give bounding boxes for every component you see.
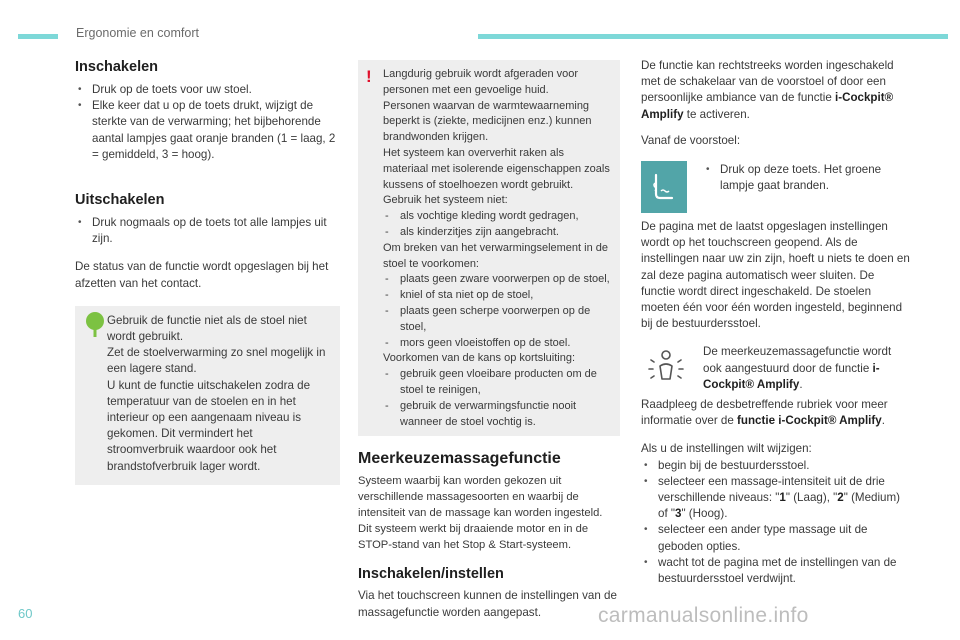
eco-tip-text: Gebruik de functie niet als de stoel niet wordt gebruikt. Zet de stoelverwarming zo snel mogelijk in een lagere stand. U kunt de functie uitschakelen zodra de temperatuur van de stoelen en in het interieur op een aangenaam niveau is gekomen. Dit vermindert het stroomverbruik waardoor ook het brandstofverbruik lager wordt. (107, 313, 326, 473)
warning-intro-text: Langdurig gebruik wordt afgeraden voor personen met een gevoelige huid. Personen waarvan de warmtewaarneming beperkt is (ziekte, medicijnen enz.) kunnen brandwonden krijgen. Het systeem kan oververhit raken als materiaal met isolerende eigenschappen zoals kussens of stoelhoezen wordt gebruikt. Gebruik het systeem niet: (383, 68, 610, 207)
list-item: • Elke keer dat u op de toets drukt, wijzigt de sterkte van de verwarming; het bijbehorende aantal lampjes gaat oranje branden (1 = laag, 2 = gemiddeld, 3 = hoog). (75, 98, 340, 163)
header-accent-bar-right (478, 34, 948, 39)
list-item: • begin bij de bestuurdersstoel. (641, 458, 911, 474)
cockpit-step (641, 344, 911, 393)
list-item: • selecteer een massage-intensiteit uit de drie verschillende niveaus: "1" (Laag), "2" (Medium) of "3" (Hoog). (641, 474, 911, 523)
header-accent-bar-left (18, 34, 58, 39)
section-title-uitschakelen: Uitschakelen (75, 192, 165, 209)
warning-break-intro: Om breken van het verwarmingselement in de stoel te voorkomen: (383, 241, 608, 270)
wijzigen-list (641, 458, 911, 588)
eco-leaf-icon (85, 312, 105, 343)
raadpleeg-text: Raadpleeg de desbetreffende rubriek voor meer informatie over de functie i-Cockpit® Amplify. (641, 398, 888, 428)
warning-box (358, 60, 620, 436)
list-item: - gebruik de verwarmingsfunctie nooit wanneer de stoel vochtig is. (383, 399, 612, 431)
warning-exclamation-icon: ! (366, 67, 372, 86)
list-item: • Druk nogmaals op de toets tot alle lampjes uit zijn. (75, 215, 340, 247)
list-item: - als vochtige kleding wordt gedragen, (383, 209, 612, 225)
section-title-massage: Meerkeuzemassagefunctie (358, 450, 561, 468)
i-cockpit-amplify-icon (643, 346, 689, 392)
list-item: - plaats geen zware voorwerpen op de stoel, (383, 272, 612, 288)
warning-short-intro: Voorkomen van de kans op kortsluiting: (383, 352, 576, 365)
list-item: • selecteer een ander type massage uit de geboden opties. (641, 522, 911, 554)
massage-text: Systeem waarbij kan worden gekozen uit verschillende massagesoorten en waarbij de intensiteit van de massage kan worden ingesteld. Dit systeem werkt bij draaiende motor en in de STOP-stand van het Stop & Start-systeem. (358, 475, 603, 551)
watermark-text: carmanualsonline.info (598, 604, 809, 627)
list-item: - mors geen vloeistoffen op de stoel. (383, 336, 612, 352)
middle-column (358, 60, 620, 621)
section-title-inschakelen: Inschakelen (75, 59, 159, 75)
list-item: - gebruik geen vloeibare producten om de stoel te reinigen, (383, 367, 612, 399)
list-item: - als kinderzitjes zijn aangebracht. (383, 225, 612, 241)
uitschakelen-list (75, 215, 340, 247)
page-settings-text: De pagina met de laatst opgeslagen instellingen wordt op het touchscreen geopend. Als de instellingen naar uw zin zijn, hoeft u niets te doen en zal deze pagina automatisch weer sluiten. De functie wordt direct ingeschakeld. De stoelen moeten één voor één worden ingesteld, beginnend bij de bestuurdersstoel. (641, 220, 910, 331)
intro-paragraph: De functie kan rechtstreeks worden ingeschakeld met de schakelaar van de voorstoel of door een persoonlijke ambiance van de functie i-Cockpit® Amplify te activeren. (641, 59, 894, 121)
massage-seat-button-icon (641, 161, 687, 213)
warning-dont-list (383, 209, 612, 241)
list-item: • Druk op deze toets. Het groene lampje gaat branden. (703, 162, 911, 194)
section-title-instellen: Inschakelen/instellen (358, 566, 504, 583)
inschakelen-list (75, 82, 340, 163)
vanaf-voorstoel-text: Vanaf de voorstoel: (641, 133, 741, 147)
right-column (641, 58, 911, 587)
list-item: • wacht tot de pagina met de instellingen van de bestuurdersstoel verdwijnt. (641, 555, 911, 587)
instellen-text: Via het touchscreen kunnen de instellingen van de massagefunctie worden aangepast. (358, 589, 617, 619)
left-column (75, 58, 340, 485)
page-header-title: Ergonomie en comfort (76, 26, 199, 40)
seat-button-step (641, 161, 911, 213)
list-item: - plaats geen scherpe voorwerpen op de stoel, (383, 304, 612, 336)
status-text: De status van de functie wordt opgeslagen bij het afzetten van het contact. (75, 260, 329, 290)
seat-step-list (703, 161, 911, 194)
warning-short-list (383, 367, 612, 430)
eco-tip-box (75, 306, 340, 485)
list-item: - kniel of sta niet op de stoel, (383, 288, 612, 304)
wijzigen-intro: Als u de instellingen wilt wijzigen: (641, 442, 812, 456)
list-item: • Druk op de toets voor uw stoel. (75, 82, 340, 98)
cockpit-text: De meerkeuzemassagefunctie wordt ook aangestuurd door de functie i-Cockpit® Amplify. (703, 345, 892, 391)
warning-break-list (383, 272, 612, 351)
page-number: 60 (18, 606, 33, 621)
